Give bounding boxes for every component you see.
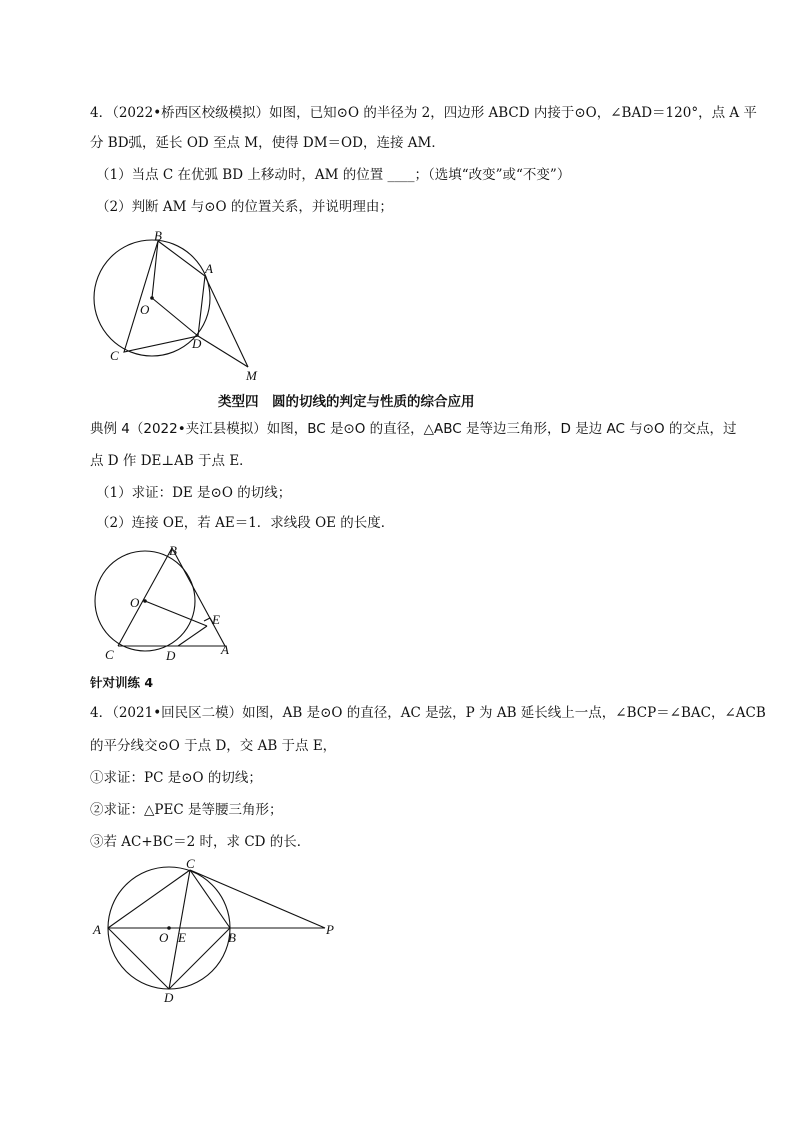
section-title: 类型四 圆的切线的判定与性质的综合应用 xyxy=(218,394,475,410)
figure3-label-O: O xyxy=(159,930,169,945)
figure3-tangent-diagram xyxy=(92,858,342,1008)
figure3-label-D: D xyxy=(164,990,174,1005)
example4-question2: （2）连接 OE，若 AE＝1．求线段 OE 的长度． xyxy=(96,515,395,531)
figure1-label-M: M xyxy=(246,368,257,383)
problem2-question3: ③若 AC+BC＝2 时，求 CD 的长． xyxy=(90,834,311,850)
example4-line1 xyxy=(90,420,736,438)
figure2-label-E: E xyxy=(212,612,220,627)
figure2-line-OE xyxy=(145,601,207,626)
problem2-line2: 的平分线交⊙O 于点 D，交 AB 于点 E， xyxy=(90,738,337,754)
problem2-question2: ②求证：△PEC 是等腰三角形； xyxy=(90,802,283,818)
figure3-label-E: E xyxy=(178,930,186,945)
problem1-question1: （1）当点 C 在优弧 BD 上移动时，AM 的位置 ____；（选填“改变”或“不变”） xyxy=(96,167,571,183)
example4-question1: （1）求证：DE 是⊙O 的切线； xyxy=(96,485,292,501)
figure2-label-D: D xyxy=(166,648,176,663)
figure3-label-A: A xyxy=(93,922,101,937)
figure3-label-P: P xyxy=(326,922,334,937)
figure2-line-DE xyxy=(178,626,207,646)
figure2-equilateral-triangle xyxy=(92,542,242,664)
figure2-label-A: A xyxy=(221,642,229,657)
training-heading: 针对训练 4 xyxy=(90,675,154,690)
figure1-label-C: C xyxy=(110,348,119,363)
figure1-label-A: A xyxy=(205,261,213,276)
figure1-label-D: D xyxy=(192,336,202,351)
problem1-question2: （2）判断 AM 与⊙O 的位置关系，并说明理由； xyxy=(96,199,393,215)
figure2-label-C: C xyxy=(105,647,114,662)
figure2-label-O: O xyxy=(130,595,140,610)
problem1-line2: 分 BD弧，延长 OD 至点 M，使得 DM＝OD，连接 AM． xyxy=(90,135,445,151)
figure2-center-dot xyxy=(143,599,147,603)
figure3-label-C: C xyxy=(186,856,195,871)
figure1-cyclic-quadrilateral xyxy=(88,228,278,388)
figure2-label-B: B xyxy=(169,543,177,558)
figure1-center-dot xyxy=(150,296,154,300)
figure1-label-O: O xyxy=(140,302,150,317)
problem2-question1: ①求证：PC 是⊙O 的切线； xyxy=(90,770,262,786)
figure3-label-B: B xyxy=(228,930,236,945)
problem1-line1: 4．（2022•桥西区校级模拟）如图，已知⊙O 的半径为 2，四边形 ABCD 内接于⊙O，∠BAD＝120°，点 A 平 xyxy=(90,105,757,121)
problem2-line1: 4．（2021•回民区二模）如图，AB 是⊙O 的直径，AC 是弦，P 为 AB 延长线上一点，∠BCP＝∠BAC，∠ACB xyxy=(90,705,766,721)
figure1-line-OD xyxy=(152,298,198,336)
example4-line1: 典例 4（2022•夹江县模拟）如图，BC 是⊙O 的直径，△ABC 是等边三角形，D 是边 AC 与⊙O 的交点，过 xyxy=(90,421,737,437)
figure1-label-B: B xyxy=(154,228,162,243)
figure3-line-AC xyxy=(108,870,190,928)
example4-line2: 点 D 作 DE⊥AB 于点 E． xyxy=(90,453,253,469)
